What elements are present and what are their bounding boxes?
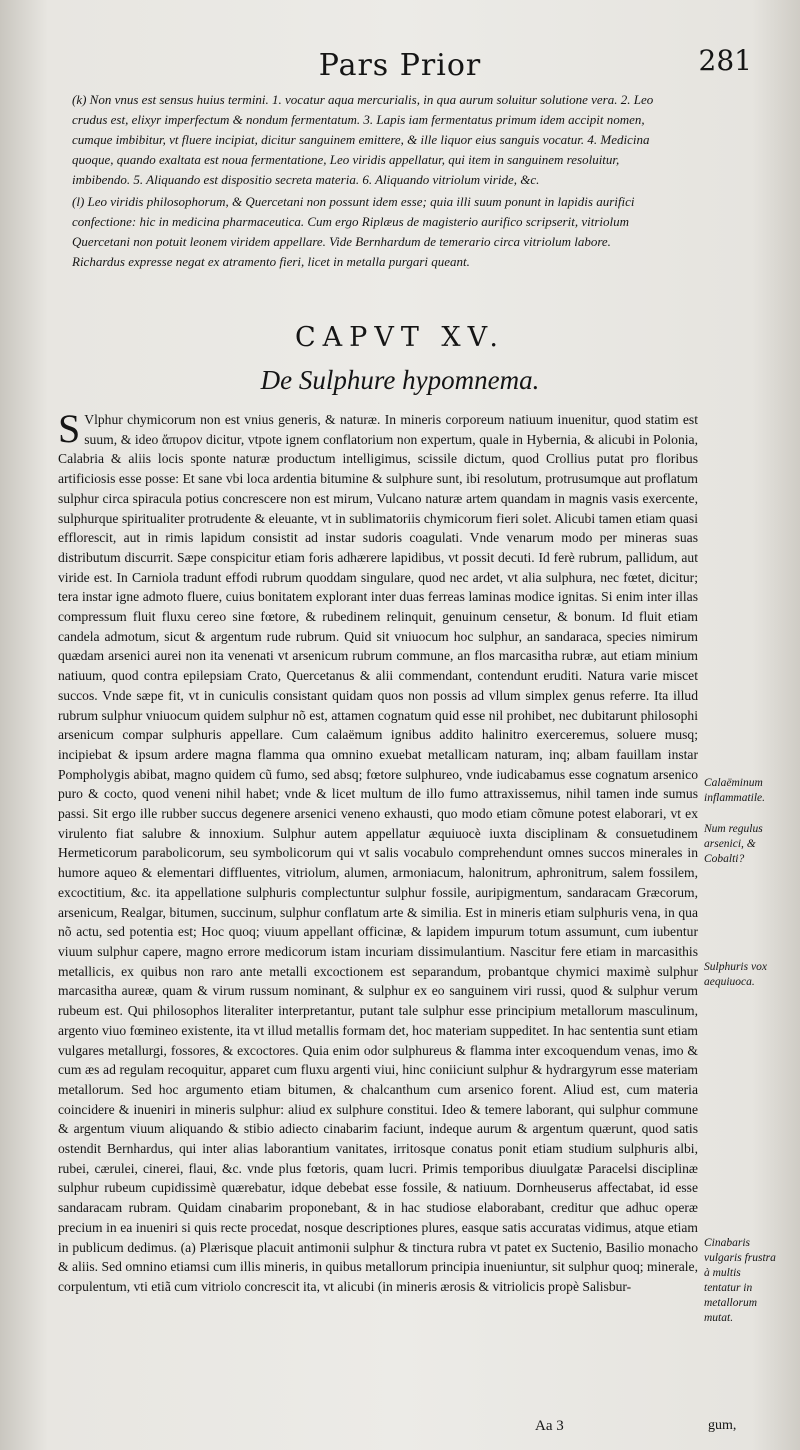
main-paragraph: Vlphur chymicorum non est vnius generis, & naturæ. In mineris corporeum natiuum inuenitur, quod statim est suum, & ideo ἄπυρον dicitur, vtpote ignem conflatorium non expertum, quale in Hybernia, & alicubi in Polonia, Calabria & aliis locis sponte naturæ productum intelligimus, scissile dictum, quod Crollius putat pro floribus artificiosis esse posse: Et sane vbi loca ardentia bitumine & sulphure sunt, ibi resolutum, protrusumque aut proflatum sulphur circa spiracula potius concrescere non est mirum, Vulcano naturæ artem quandam in magnis vasis exercente, sulphurque spiritualiter protrudente & eleuante, vt in sublimatoriis chymicorum fieri solet. Alicubi tamen etiam quasi efflorescit, aut in rimis lapidum consistit ad instar sudoris coagulati. Vnde venarum modo per mineras suas distributum discurrit. Sæpe conspicitur etiam foris adhærere lapidibus, vt possit decuti. Id ferè rubrum, pallidum, aut viride est. In Carniola tradunt effodi rubrum quoddam singulare, quod nec ardet, vt alia sulphura, nec fœtet, dicitur; tera instar igne admoto fluere, cuius bonitatem explorant inter duas ferreas laminas modice ignitas. Si enim inter illas compressum fluit fluxu cereo sine fœtore, & rubedinem relinquit, genuinum censetur, & bonum. Id fluit etiam candela admotum, sicut & argentum rude rubrum. Quid sit vniuocum hoc sulphur, an sandaraca, species nimirum quædam arsenici aurei non ita venenati vt arsenicum rubrum commune, an flos marcasitha rubræ, aut etiam minium natiuum, quod contra epilepsiam Crato, Quercetanus & alii commendant, contendunt eruditi. Natura varie miscet succos. Vnde sæpe fit, vt in cuniculis consistant quidam quos non possis ad vllum simplex genus referre. Ita illud rubrum sulphur vniuocum quidem sulphur nõ est, attamen cognatum quid esse nil prohibet, nec dubitarunt philosophi arsenicum compar sulphuris appellare. Cum calaëmum ignibus addito halinitro exerceremus, soluere musq; incipiebat & ipsum ardere magna flamma qua omnino exuebat metallicam naturam, inq; albam fauillam instar Pompholygis abibat, magno quidem cũ fumo, sed absq; fœtore sulphureo, vnde iudicabamus esse cognatum arsenico puro & cocto, quod veneni nihil habet; vnde & licet multum de illo fumo attraxissemus, nihil tamen inde sumus passi. Sit ergo ille rubber succus degenere arsenici veneno exhausti, quo modo etiam cõmune potest elaborari, vt ex virulento fiat salubre & innoxium. Sulphur autem appellatur æquiuocè iuxta disciplinam & consuetudinem Hermeticorum parabolicorum, seu symbolicorum qui vt salis vocabulo comprehendunt omnes succos minerales in humore aqueo & elementari diffluentes, vitriolum, alumen, armoniacum, halonitrum, aphronitrum, salem fossilem, excoctitium, &c. ita appellatione sulphuris complectuntur sulphur fossile, auripigmentum, sandaracam Græcorum, arsenicum, Realgar, bitumen, succinum, sulphur conflatum arte & similia. Est in mineris etiam sulphuris vena, in qua nõ actu, sed potentia est; Hoc quoq; viuum appellant officinæ, & lapidem impurum totum assumunt, cum iubentur viuum sulphur capere, magno errore medicorum istam incuriam dissimulantium. Nascitur fere etiam in marcasithis metallicis, ex quibus non raro ante metalli excoctionem est separandum, probantque chymici maximè sulphur marcasitha aureæ, quam & virum russum nominant, & sulphur ex eo sanguinem viri russi, quod & sulphur verum rubeum est. Qui philosophos literaliter interpretantur, putant tale sulphur esse principium metallorum masculinum, argento viuo fœmineo existente, ita vt illud metallis formam det, hoc materiam suppeditet. In hac sententia sunt etiam vulgares metallurgi, fossores, & excoctores. Quia enim odor sulphureus & flamma inter excoquendum venas, imo & cum æs ad regulam recoquitur, apparet cum fluxu argenti viui, hinc coniiciunt sulphur & hydrargyrum esse materiam metallorum. Sed hoc argumento etiam bitumen, & chalcanthum cum arsenico forent. Aliud est, cum materia coincidere & inueniri in mineris sulphur: aliud ex sulphure constitui. Ideo & temere laborant, qui sulphur commune & argentum viuum aliquando & stibio adiecto cinabarim faciunt, indeque aurum & argentum quærunt, quod satis ostendit Bernhardus, qui inter alias laborantium vanitates, irritosque conatus ponit etiam studium sulphuris albi, rubei, cærulei, cinerei, flaui, &c. vnde plus fœtoris, quam lucri. Primis temporibus diuulgatæ Paracelsi disciplinæ sulphur rubeum cupidissimè quærebatur, idque debebat esse fossile, & natiuum. Dornheuserus affectabat, id esse sandaracam rubram. Quidam cinabarim proponebant, & in hac studiose elaborabant, creditur que adhuc operæ precium in ea inueniri si quis recte procedat, nosque descriptiones plures, easque satis accuratas vidimus, atque etiam in publicum dedimus. (a) Plærisque placuit antimonii sulphur & tinctura rubra vt patet ex Suctenio, Basilio monacho & aliis. Sed omnino etiamsi cum illis mineris, in quibus metallorum principia inueniuntur, sit sulphur quoq; minerale, corpulentum, vti etiã cum vitriolo concrescit ita, vt alicubi (in mineris ærosis & vitriolicis propè Salisbur- <box>58 412 698 1294</box>
signature-mark: Aa 3 <box>535 1418 564 1434</box>
running-head: Pars Prior <box>318 48 482 83</box>
page-number: 281 <box>698 44 752 77</box>
chapter-heading: CAPVT XV. <box>295 322 505 353</box>
chapter-subheading: De Sulphure hypomnema. <box>260 365 540 395</box>
margin-note-calaeminum: Calaëminum inflammatile. <box>704 777 766 804</box>
footnotes-block <box>72 90 662 274</box>
margin-note-numregulus: Num regulus arsenici, & Cobalti? <box>704 823 763 865</box>
catchword: gum, <box>708 1418 737 1433</box>
margin-note-cinabaris: Cinabaris vulgaris frustra à multis tentatur in metallorum mutat. <box>704 1237 776 1324</box>
drop-cap: S <box>58 406 81 451</box>
note-l: (l) Leo viridis philosophorum, & Quercetani non possunt idem esse; quia illi suum ponunt in lapidis aurifici confectione: hic in medicina pharmaceutica. Cum ergo Riplæus de magisterio aurifico scripserit, vitriolum Quercetani non potuit leonem viridem appellare. Vide Bernhardum de temerario circa vitriolum labore. Richardus expresse negat ex atramento fieri, licet in metalla purgari queant. <box>72 194 635 269</box>
main-text <box>58 406 698 1297</box>
note-k: (k) Non vnus est sensus huius termini. 1. vocatur aqua mercurialis, in qua aurum soluitur solutione vera. 2. Leo crudus est, elixyr imperfectum & nondum fermentatum. 3. Lapis iam fermentatus primum idem accipit nomen, cumque imbibitur, vt fluere incipiat, dicitur sanguinem emittere, & ille liquor eius sanguis vocatur. 4. Medicina quoque, quando exaltata est noua fermentatione, Leo viridis appellatur, qui item in sanguinem resoluitur, imbibendo. 5. Aliquando est dispositio secreta materia. 6. Aliquando vitriolum viride, &c. <box>72 92 654 187</box>
margin-note-sulphuris: Sulphuris vox aequiuoca. <box>704 961 767 988</box>
